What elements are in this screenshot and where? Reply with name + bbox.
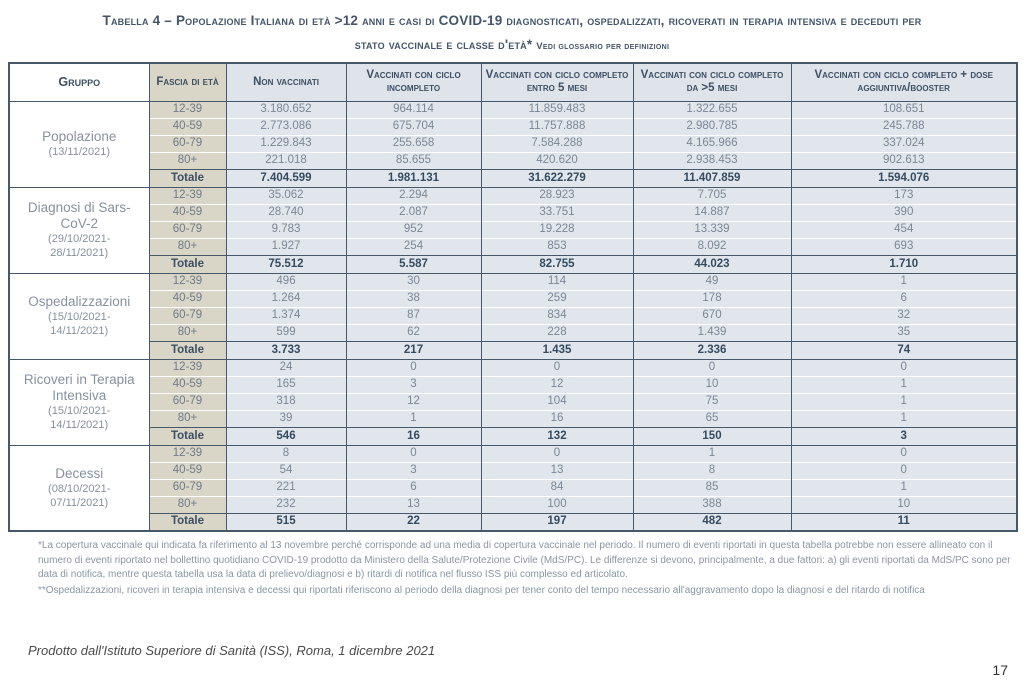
value-cell: 8 (226, 445, 346, 462)
age-band-cell: 12-39 (149, 101, 226, 118)
total-value-cell: 482 (633, 513, 791, 531)
col-header-fascia-eta: Fascia di età (149, 63, 226, 101)
value-cell: 10 (633, 376, 791, 393)
group-name: Popolazione (42, 129, 117, 144)
value-cell: 964.114 (346, 101, 481, 118)
value-cell: 388 (633, 496, 791, 513)
col-header-completo-entro-5-mesi: Vaccinati con ciclo completo entro 5 mesi (481, 63, 633, 101)
total-value-cell: 3.733 (226, 341, 346, 359)
age-band-cell: 40-59 (149, 376, 226, 393)
table-row (9, 101, 1017, 118)
table-row (9, 221, 1017, 238)
vaccination-table-container (8, 62, 1018, 532)
value-cell: 1 (791, 376, 1017, 393)
value-cell: 670 (633, 307, 791, 324)
value-cell: 85 (633, 479, 791, 496)
value-cell: 13.339 (633, 221, 791, 238)
total-value-cell: 82.755 (481, 255, 633, 273)
document-title (0, 9, 1024, 59)
value-cell: 35.062 (226, 187, 346, 204)
total-label-cell: Totale (149, 427, 226, 445)
value-cell: 11.859.483 (481, 101, 633, 118)
value-cell: 454 (791, 221, 1017, 238)
title-line-1: Tabella 4 – Popolazione Italiana di età >12 anni e casi di COVID-19 diagnosticati, ospedalizzati, ricoverati in terapia intensiva e deceduti per (102, 13, 922, 28)
value-cell: 32 (791, 307, 1017, 324)
value-cell: 1 (791, 393, 1017, 410)
value-cell: 0 (346, 359, 481, 376)
value-cell: 13 (481, 462, 633, 479)
col-header-ciclo-incompleto: Vaccinati con ciclo incompleto (346, 63, 481, 101)
group-period: (15/10/2021-14/11/2021) (48, 311, 111, 337)
value-cell: 10 (791, 496, 1017, 513)
value-cell: 853 (481, 238, 633, 255)
value-cell: 28.740 (226, 204, 346, 221)
age-band-cell: 80+ (149, 152, 226, 169)
value-cell: 0 (481, 359, 633, 376)
group-name: Ricoveri in Terapia Intensiva (23, 372, 135, 403)
total-label-cell: Totale (149, 513, 226, 531)
value-cell: 49 (633, 273, 791, 290)
value-cell: 2.938.453 (633, 152, 791, 169)
value-cell: 1 (346, 410, 481, 427)
total-value-cell: 11 (791, 513, 1017, 531)
group-period: (29/10/2021-28/11/2021) (48, 233, 111, 259)
value-cell: 0 (791, 462, 1017, 479)
value-cell: 85.655 (346, 152, 481, 169)
value-cell: 75 (633, 393, 791, 410)
value-cell: 12 (346, 393, 481, 410)
table-row (9, 445, 1017, 462)
value-cell: 0 (481, 445, 633, 462)
value-cell: 255.658 (346, 135, 481, 152)
value-cell: 100 (481, 496, 633, 513)
value-cell: 1.229.843 (226, 135, 346, 152)
value-cell: 3 (346, 462, 481, 479)
group-period: (08/10/2021-07/11/2021) (48, 482, 111, 509)
value-cell: 232 (226, 496, 346, 513)
group-label-cell (9, 187, 149, 273)
group-name: Ospedalizzazioni (28, 294, 131, 309)
total-row (9, 513, 1017, 531)
value-cell: 2.773.086 (226, 118, 346, 135)
table-row (9, 376, 1017, 393)
value-cell: 254 (346, 238, 481, 255)
value-cell: 2.980.785 (633, 118, 791, 135)
value-cell: 902.613 (791, 152, 1017, 169)
total-value-cell: 1.594.076 (791, 169, 1017, 187)
value-cell: 6 (346, 479, 481, 496)
value-cell: 3 (346, 376, 481, 393)
value-cell: 1.264 (226, 290, 346, 307)
age-band-cell: 12-39 (149, 187, 226, 204)
value-cell: 173 (791, 187, 1017, 204)
group-label-cell (9, 273, 149, 359)
page-number: 17 (992, 662, 1008, 678)
total-value-cell: 1.981.131 (346, 169, 481, 187)
table-row (9, 496, 1017, 513)
group-label-cell (9, 101, 149, 187)
value-cell: 1.322.655 (633, 101, 791, 118)
value-cell: 13 (346, 496, 481, 513)
total-value-cell: 44.023 (633, 255, 791, 273)
value-cell: 30 (346, 273, 481, 290)
table-row (9, 118, 1017, 135)
group-period: (13/11/2021) (48, 146, 111, 158)
value-cell: 1.374 (226, 307, 346, 324)
value-cell: 165 (226, 376, 346, 393)
value-cell: 1 (633, 445, 791, 462)
total-value-cell: 132 (481, 427, 633, 445)
total-value-cell: 3 (791, 427, 1017, 445)
value-cell: 104 (481, 393, 633, 410)
total-value-cell: 150 (633, 427, 791, 445)
value-cell: 337.024 (791, 135, 1017, 152)
table-row (9, 462, 1017, 479)
total-value-cell: 7.404.599 (226, 169, 346, 187)
group-label-cell (9, 445, 149, 531)
value-cell: 693 (791, 238, 1017, 255)
total-row (9, 427, 1017, 445)
value-cell: 1 (791, 273, 1017, 290)
value-cell: 228 (481, 324, 633, 341)
col-header-gruppo: Gruppo (9, 63, 149, 101)
table-row (9, 290, 1017, 307)
value-cell: 0 (791, 445, 1017, 462)
value-cell: 318 (226, 393, 346, 410)
value-cell: 245.788 (791, 118, 1017, 135)
total-value-cell: 75.512 (226, 255, 346, 273)
age-band-cell: 40-59 (149, 204, 226, 221)
value-cell: 9.783 (226, 221, 346, 238)
age-band-cell: 60-79 (149, 479, 226, 496)
col-header-booster: Vaccinati con ciclo completo + dose aggiuntiva/booster (791, 63, 1017, 101)
value-cell: 952 (346, 221, 481, 238)
total-value-cell: 16 (346, 427, 481, 445)
table-row (9, 238, 1017, 255)
value-cell: 28.923 (481, 187, 633, 204)
table-row (9, 479, 1017, 496)
header-row (9, 63, 1017, 101)
total-row (9, 341, 1017, 359)
value-cell: 6 (791, 290, 1017, 307)
total-value-cell: 5.587 (346, 255, 481, 273)
age-band-cell: 60-79 (149, 393, 226, 410)
age-band-cell: 40-59 (149, 290, 226, 307)
table-row (9, 135, 1017, 152)
value-cell: 16 (481, 410, 633, 427)
value-cell: 834 (481, 307, 633, 324)
value-cell: 675.704 (346, 118, 481, 135)
group-label-cell (9, 359, 149, 445)
value-cell: 178 (633, 290, 791, 307)
age-band-cell: 60-79 (149, 135, 226, 152)
value-cell: 599 (226, 324, 346, 341)
footnote-1: *La copertura vaccinale qui indicata fa riferimento al 13 novembre perché corrisponde ad una media di copertura vaccinale nel periodo. Il numero di eventi riportati in questa tabella potrebbe non essere allineato con il numero di eventi riportato nel bollettino quotidiano COVID-19 prodotto da Ministero della Salute/Protezione Civile (MdS/PC). Le differenze si devono, principalmente, a due fattori: a) gli eventi riportati da MdS/PC sono per data di notifica, mentre questa tabella usa la data di prelievo/diagnosi e b) ritardi di notifica nel flusso ISS più complesso ed articolato. (38, 540, 1011, 580)
total-value-cell: 197 (481, 513, 633, 531)
value-cell: 108.651 (791, 101, 1017, 118)
value-cell: 221.018 (226, 152, 346, 169)
title-glossary-note: Vedi glossario per definizioni (536, 41, 670, 52)
value-cell: 62 (346, 324, 481, 341)
value-cell: 39 (226, 410, 346, 427)
value-cell: 496 (226, 273, 346, 290)
table-row (9, 324, 1017, 341)
table-row (9, 359, 1017, 376)
value-cell: 420.620 (481, 152, 633, 169)
value-cell: 2.087 (346, 204, 481, 221)
total-value-cell: 217 (346, 341, 481, 359)
value-cell: 14.887 (633, 204, 791, 221)
total-value-cell: 1.435 (481, 341, 633, 359)
value-cell: 19.228 (481, 221, 633, 238)
age-band-cell: 80+ (149, 496, 226, 513)
total-value-cell: 546 (226, 427, 346, 445)
value-cell: 35 (791, 324, 1017, 341)
value-cell: 8.092 (633, 238, 791, 255)
value-cell: 259 (481, 290, 633, 307)
value-cell: 24 (226, 359, 346, 376)
value-cell: 1.927 (226, 238, 346, 255)
value-cell: 33.751 (481, 204, 633, 221)
value-cell: 221 (226, 479, 346, 496)
value-cell: 38 (346, 290, 481, 307)
value-cell: 114 (481, 273, 633, 290)
total-value-cell: 515 (226, 513, 346, 531)
total-row (9, 255, 1017, 273)
producer-line: Prodotto dall'Istituto Superiore di Sanità (ISS), Roma, 1 dicembre 2021 (28, 643, 436, 658)
age-band-cell: 80+ (149, 324, 226, 341)
value-cell: 4.165.966 (633, 135, 791, 152)
total-label-cell: Totale (149, 255, 226, 273)
total-row (9, 169, 1017, 187)
value-cell: 0 (633, 359, 791, 376)
total-label-cell: Totale (149, 169, 226, 187)
value-cell: 7.705 (633, 187, 791, 204)
table-row (9, 410, 1017, 427)
age-band-cell: 80+ (149, 238, 226, 255)
value-cell: 54 (226, 462, 346, 479)
col-header-non-vaccinati: Non vaccinati (226, 63, 346, 101)
age-band-cell: 60-79 (149, 307, 226, 324)
value-cell: 3.180.652 (226, 101, 346, 118)
age-band-cell: 80+ (149, 410, 226, 427)
table-row (9, 152, 1017, 169)
vaccination-status-table (8, 62, 1018, 532)
value-cell: 0 (346, 445, 481, 462)
age-band-cell: 12-39 (149, 445, 226, 462)
value-cell: 84 (481, 479, 633, 496)
table-row (9, 393, 1017, 410)
group-name: Decessi (55, 465, 104, 481)
value-cell: 65 (633, 410, 791, 427)
age-band-cell: 40-59 (149, 118, 226, 135)
table-row (9, 204, 1017, 221)
age-band-cell: 12-39 (149, 273, 226, 290)
table-row (9, 273, 1017, 290)
title-line-2: stato vaccinale e classe d'età* Vedi glossario per definizioni (354, 37, 670, 52)
value-cell: 1 (791, 410, 1017, 427)
value-cell: 0 (791, 359, 1017, 376)
col-header-completo-da-5-mesi: Vaccinati con ciclo completo da >5 mesi (633, 63, 791, 101)
footnotes (38, 539, 1016, 599)
value-cell: 7.584.288 (481, 135, 633, 152)
age-band-cell: 40-59 (149, 462, 226, 479)
age-band-cell: 12-39 (149, 359, 226, 376)
total-value-cell: 11.407.859 (633, 169, 791, 187)
group-period: (15/10/2021-14/11/2021) (48, 405, 111, 431)
table-row (9, 187, 1017, 204)
total-value-cell: 74 (791, 341, 1017, 359)
total-value-cell: 31.622.279 (481, 169, 633, 187)
value-cell: 390 (791, 204, 1017, 221)
total-value-cell: 22 (346, 513, 481, 531)
group-name: Diagnosi di Sars-CoV-2 (27, 200, 131, 231)
value-cell: 1.439 (633, 324, 791, 341)
total-label-cell: Totale (149, 341, 226, 359)
footnote-2: **Ospedalizzazioni, ricoveri in terapia intensiva e decessi qui riportati riferiscono al periodo della diagnosi per tener conto del tempo necessario all'aggravamento dopo la diagnosi e del ritardo di notifica (38, 584, 925, 596)
age-band-cell: 60-79 (149, 221, 226, 238)
value-cell: 1 (791, 479, 1017, 496)
value-cell: 2.294 (346, 187, 481, 204)
value-cell: 87 (346, 307, 481, 324)
value-cell: 12 (481, 376, 633, 393)
total-value-cell: 1.710 (791, 255, 1017, 273)
value-cell: 8 (633, 462, 791, 479)
table-row (9, 307, 1017, 324)
total-value-cell: 2.336 (633, 341, 791, 359)
value-cell: 11.757.888 (481, 118, 633, 135)
table-body (9, 101, 1017, 531)
